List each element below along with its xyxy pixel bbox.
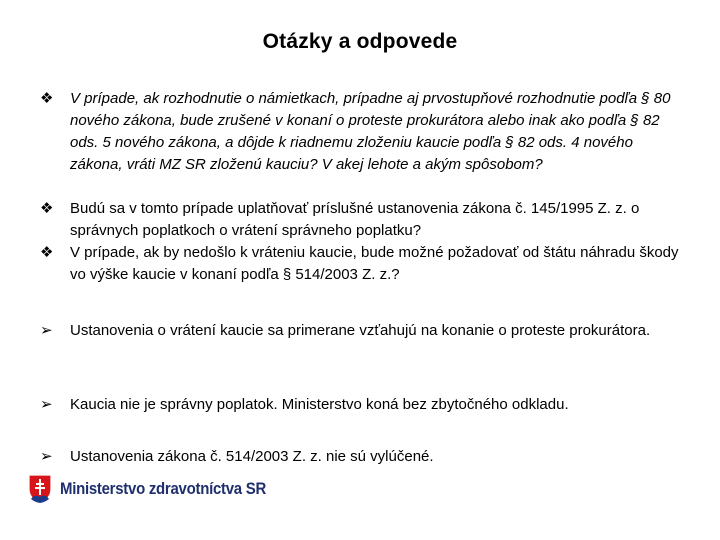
arrow-bullet-icon: ➢ <box>40 396 53 413</box>
question-item <box>40 242 680 286</box>
footer-logo <box>28 474 294 504</box>
page-title: Otázky a odpovede <box>262 30 458 53</box>
answer-item <box>40 320 680 342</box>
answer-item <box>40 446 680 468</box>
question-item <box>40 198 680 242</box>
question-item <box>40 88 680 176</box>
question-text: V prípade, ak rozhodnutie o námietkach, prípadne aj prvostupňové rozhodnutie podľa § 80 nového zákona, bude zrušené v konaní o proteste prokurátora alebo inak ako podľa § 82 ods. 5 nového zákona, a dôjde k riadnemu zloženiu kaucie podľa § 82 ods. 4 nového zákona, vráti MZ SR zloženú kauciu? V akej lehote a akým spôsobom? <box>70 90 671 173</box>
answer-text: Ustanovenia o vrátení kaucie sa primerane vzťahujú na konanie o proteste prokurátora. <box>70 322 651 339</box>
question-text: V prípade, ak by nedošlo k vráteniu kaucie, bude možné požadovať od štátu náhradu škody vo výške kaucie v konaní podľa § 514/2003 Z. z.? <box>70 244 679 283</box>
diamond-bullet-icon: ❖ <box>40 200 54 217</box>
answer-text: Kaucia nie je správny poplatok. Ministerstvo koná bez zbytočného odkladu. <box>70 396 569 413</box>
question-text: Budú sa v tomto prípade uplatňovať príslušné ustanovenia zákona č. 145/1995 Z. z. o správnych poplatkoch o vrátení správneho poplatku? <box>70 200 640 239</box>
arrow-bullet-icon: ➢ <box>40 322 53 339</box>
organization-name: Ministerstvo zdravotníctva SR <box>60 479 267 498</box>
diamond-bullet-icon: ❖ <box>40 244 54 261</box>
answer-item <box>40 394 680 416</box>
diamond-bullet-icon: ❖ <box>40 90 54 107</box>
arrow-bullet-icon: ➢ <box>40 448 53 465</box>
answer-text: Ustanovenia zákona č. 514/2003 Z. z. nie sú vylúčené. <box>70 448 434 465</box>
slovak-coat-of-arms-icon <box>28 474 52 504</box>
